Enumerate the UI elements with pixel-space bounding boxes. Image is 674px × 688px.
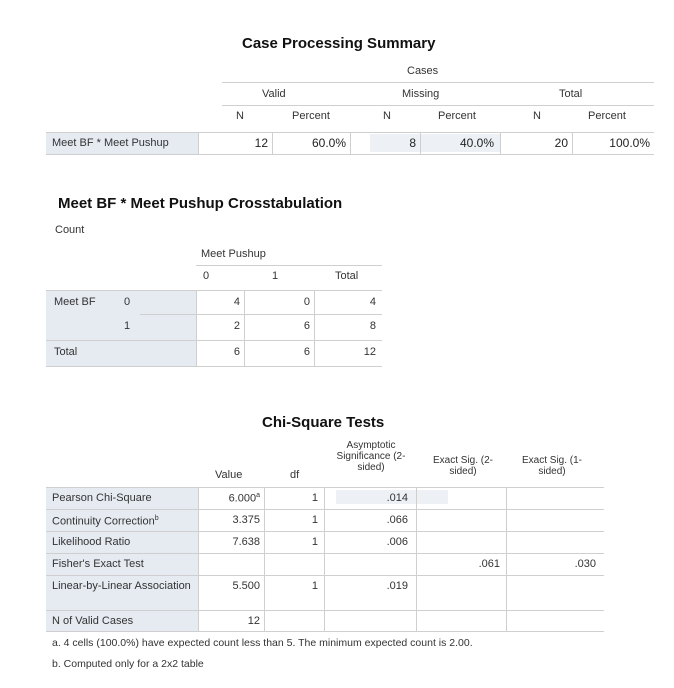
chisq-value: 7.638 (232, 536, 260, 548)
row-var-label: Meet BF (54, 296, 96, 308)
chisq-df: 1 (311, 536, 318, 548)
chisq-df: 1 (311, 514, 318, 526)
valid-header: Valid (262, 88, 286, 100)
missing-percent-header: Percent (438, 110, 476, 122)
cell-r1-c0: 2 (233, 320, 240, 332)
valid-n-header: N (236, 110, 244, 122)
cell-r0-total: 4 (369, 296, 376, 308)
missing-n-header: N (383, 110, 391, 122)
exact1-header: Exact Sig. (1-sided) (521, 455, 583, 477)
cell-r1-c1: 6 (303, 320, 310, 332)
chisq-row-label: Continuity Correction$^b$ (52, 515, 159, 528)
chisq-asym: .014 (386, 492, 408, 504)
col-1-header: 1 (272, 270, 279, 282)
case-row-label: Meet BF * Meet Pushup (52, 137, 169, 149)
cell-total-c0: 6 (233, 346, 240, 358)
col-var-label: Meet Pushup (201, 248, 266, 260)
col-0-header: 0 (203, 270, 210, 282)
total-percent-header: Percent (588, 110, 626, 122)
chisq-value: 6.000$^a$ (228, 492, 260, 505)
row-1-label: 1 (124, 320, 131, 332)
chisq-row-label: Linear-by-Linear Association (52, 580, 191, 592)
cell-total-c1: 6 (303, 346, 310, 358)
row-0-label: 0 (124, 296, 131, 308)
crosstab-total-header: Total (335, 270, 359, 282)
asym-header: Asymptotic Significance (2-sided) (336, 440, 406, 473)
footnote-a: a. 4 cells (100.0%) have expected count less than 5. The minimum expected count is 2.00. (52, 637, 473, 649)
valid-n-value: 12 (254, 136, 268, 150)
chisq-row-label: Likelihood Ratio (52, 536, 131, 548)
total-n-header: N (533, 110, 541, 122)
chisq-value: 5.500 (232, 580, 260, 592)
footnote-b: b. Computed only for a 2x2 table (52, 658, 204, 670)
cases-header: Cases (407, 65, 439, 77)
cell-total-total: 12 (363, 346, 376, 358)
total-percent-value: 100.0% (609, 136, 650, 150)
valid-percent-header: Percent (292, 110, 330, 122)
value-header: Value (215, 469, 243, 481)
chisq-row-label: N of Valid Cases (52, 615, 134, 627)
missing-percent-value: 40.0% (459, 136, 494, 150)
chisq-value: 12 (247, 615, 260, 627)
chisq-row-label: Pearson Chi-Square (52, 492, 152, 504)
total-header: Total (559, 88, 583, 100)
chisq-exact2: .061 (478, 558, 500, 570)
total-n-value: 20 (554, 136, 568, 150)
chisq-df: 1 (311, 580, 318, 592)
missing-header: Missing (402, 88, 440, 100)
exact2-header: Exact Sig. (2-sided) (432, 455, 494, 477)
cell-r1-total: 8 (369, 320, 376, 332)
case-summary-title: Case Processing Summary (242, 35, 436, 52)
crosstab-subtitle: Count (55, 224, 85, 236)
missing-n-value: 8 (409, 136, 416, 150)
cell-r0-c0: 4 (233, 296, 240, 308)
crosstab-total-row-label: Total (54, 346, 78, 358)
chisq-exact1: .030 (574, 558, 596, 570)
chisq-asym: .006 (386, 536, 408, 548)
chisq-row-label: Fisher's Exact Test (52, 558, 144, 570)
chisq-df: 1 (311, 492, 318, 504)
valid-percent-value: 60.0% (311, 136, 346, 150)
chisq-value: 3.375 (232, 514, 260, 526)
crosstab-title: Meet BF * Meet Pushup Crosstabulation (58, 195, 343, 212)
cell-r0-c1: 0 (303, 296, 310, 308)
chisq-asym: .066 (386, 514, 408, 526)
chisq-title: Chi-Square Tests (262, 414, 385, 431)
chisq-asym: .019 (386, 580, 408, 592)
df-header: df (290, 469, 300, 481)
